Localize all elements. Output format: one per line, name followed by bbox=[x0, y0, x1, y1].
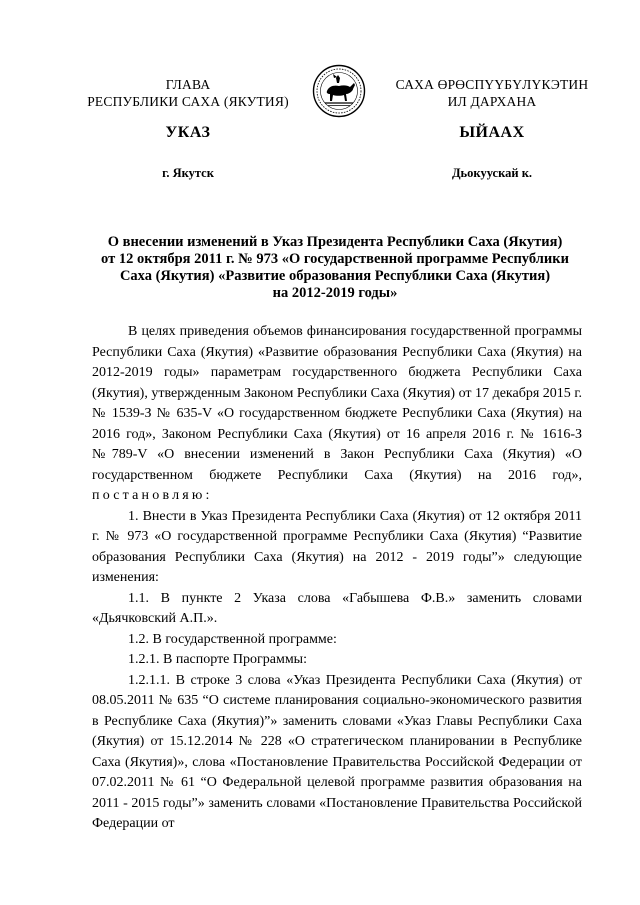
city-label: г. Якутск bbox=[162, 166, 214, 180]
header-right-line1: САХА ӨРӨСПҮҮБҮЛҮКЭТИН bbox=[395, 77, 589, 92]
paragraph-item-1-1: 1.1. В пункте 2 Указа слова «Габышева Ф.В.» заменить словами «Дьячковский А.П.». bbox=[92, 590, 582, 626]
header-left-line1: ГЛАВА bbox=[165, 77, 211, 92]
city-label-yakut: Дьокуускай к. bbox=[451, 166, 533, 180]
paragraph-item-1: 1. Внести в Указ Президента Республики Саха (Якутия) от 12 октября 2011 г. № 973 «О государственной программе Республики Саха (Якутия) “Развитие образования Республики Саха (Якутия) на 2012 - 2019 годы”» следующие изменения: bbox=[92, 508, 582, 585]
preamble-paragraph bbox=[92, 322, 582, 507]
header-right bbox=[372, 76, 612, 110]
coat-of-arms-emblem bbox=[312, 64, 366, 118]
heading-line: О внесении изменений в Указ Президента Республики Саха (Якутия) bbox=[107, 234, 563, 250]
preamble-text: В целях приведения объемов финансирования государственной программы Республики Саха (Якутия) «Развитие образования Республики Саха (Якутия) на 2012-2019 годы» параметрам государственного бюджета Республики Саха (Якутия), утвержденным Законом Республики Саха (Якутия) от 17 декабря 2015 г. № 1539-З № 635-V «О государственном бюджете Республики Саха (Якутия) на 2016 год», Законом Республики Саха (Якутия) от 16 апреля 2016 г. № 1616-З №789-V «О внесении изменений в Закон Республики Саха (Якутия) «О государственном бюджете Республики Саха (Якутия) на 2016 год», bbox=[92, 324, 582, 483]
heading-line: на 2012-2019 годы» bbox=[272, 285, 398, 301]
paragraph-item-1-2: 1.2. В государственной программе: bbox=[128, 631, 337, 647]
paragraph-item-1-2-1-1: 1.2.1.1. В строке 3 слова «Указ Президента Республики Саха (Якутия) от 08.05.2011 № 635 “О системе планирования социально-экономического развития в Республике Саха (Якутия)”» заменить словами «Указ Главы Республики Саха (Якутия) от 15.12.2014 № 228 «О стратегическом планировании в Республике Саха (Якутия)», слова «Постановление Правительства Российской Федерации от 07.02.2011 № 61 “О Федеральной целевой программе развития образования на 2011 - 2015 годы”» заменить словами «Постановление Правительства Российской Федерации от bbox=[92, 672, 582, 831]
paragraph-item-1-2-1: 1.2.1. В паспорте Программы: bbox=[128, 652, 307, 667]
document-type-title: УКАЗ bbox=[165, 124, 211, 141]
header-left-line2: РЕСПУБЛИКИ САХА (ЯКУТИЯ) bbox=[87, 94, 289, 109]
header-right-line2: ИЛ ДАРХАНА bbox=[447, 94, 537, 109]
heading-line: от 12 октября 2011 г. № 973 «О государственной программе Республики bbox=[101, 251, 569, 267]
heading-line: Саха (Якутия) «Развитие образования Республики Саха (Якутия) bbox=[119, 268, 551, 284]
decree-body bbox=[92, 322, 582, 835]
decree-heading bbox=[92, 234, 578, 302]
document-type-title-yakut: ЫЙААХ bbox=[459, 124, 525, 141]
decree-verb: постановляю: bbox=[92, 488, 213, 503]
header-left bbox=[68, 76, 308, 110]
